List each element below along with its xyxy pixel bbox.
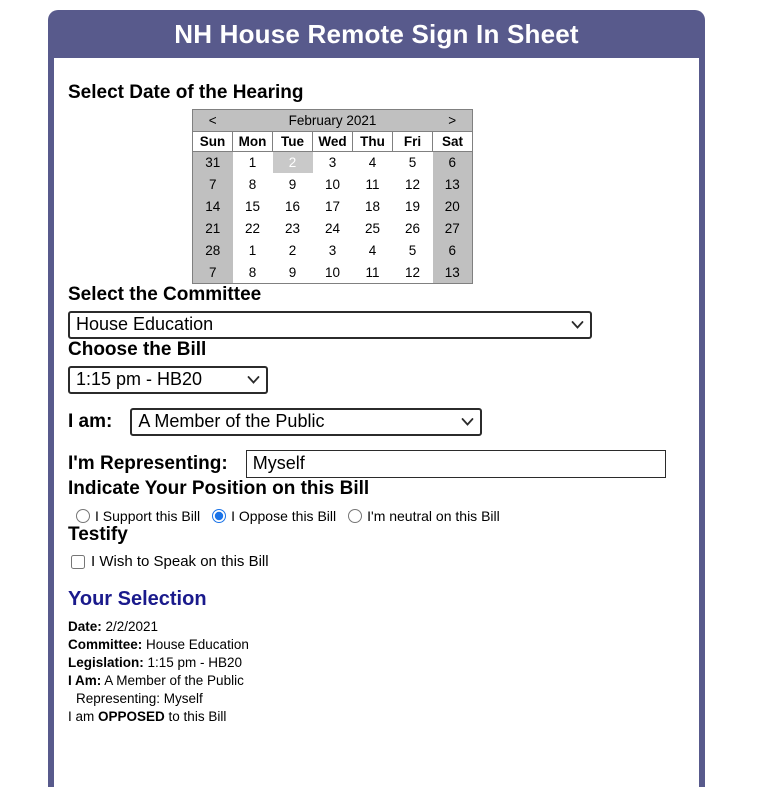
calendar-day[interactable]: 25 <box>364 220 381 236</box>
calendar-day[interactable]: 26 <box>404 220 421 236</box>
calendar-day[interactable]: 2 <box>273 151 313 173</box>
calendar-day[interactable]: 31 <box>193 151 233 173</box>
calendar-day[interactable]: 18 <box>364 198 381 214</box>
position-option-label: I Oppose this Bill <box>231 508 337 525</box>
position-radio[interactable] <box>348 509 362 523</box>
calendar-week-row <box>193 239 473 261</box>
calendar-day[interactable]: 24 <box>324 220 341 236</box>
summary-position-line <box>68 708 685 726</box>
calendar-day[interactable]: 15 <box>244 198 261 214</box>
calendar-day[interactable]: 10 <box>324 176 341 192</box>
calendar-day[interactable]: 27 <box>433 217 473 239</box>
form-content <box>48 58 705 787</box>
calendar-day-header: Sun <box>193 131 233 151</box>
committee-select[interactable] <box>68 311 592 339</box>
testify-checkbox[interactable] <box>71 555 85 569</box>
calendar-day[interactable]: 13 <box>433 173 473 195</box>
calendar-day[interactable]: 4 <box>368 242 377 258</box>
summary-representing-line: Representing: Myself <box>76 691 203 707</box>
calendar-day[interactable]: 12 <box>404 176 421 192</box>
position-bold: OPPOSED <box>98 709 165 725</box>
position-option-label: I'm neutral on this Bill <box>367 508 500 525</box>
position-option[interactable] <box>212 508 336 524</box>
page-header <box>48 10 705 58</box>
calendar-day[interactable]: 16 <box>284 198 301 214</box>
summary-row: Date: 2/2/2021 <box>68 619 159 635</box>
calendar-week-row <box>193 261 473 283</box>
calendar-day[interactable]: 5 <box>408 242 417 258</box>
representing-input[interactable] <box>246 450 666 478</box>
calendar-day[interactable]: 8 <box>248 176 257 192</box>
position-option[interactable] <box>348 508 500 524</box>
summary-row: Legislation: 1:15 pm - HB20 <box>68 655 243 671</box>
calendar-day[interactable]: 11 <box>365 264 380 280</box>
position-section-heading: Indicate Your Position on this Bill <box>68 477 370 499</box>
calendar-next-month-button[interactable]: > <box>433 109 473 131</box>
calendar-day[interactable]: 23 <box>284 220 301 236</box>
position-option-label: I Support this Bill <box>95 508 201 525</box>
testify-check-row <box>71 553 685 570</box>
calendar-day[interactable]: 7 <box>193 173 233 195</box>
calendar-week-row <box>193 217 473 239</box>
calendar-day-header-row <box>193 131 473 151</box>
bill-section-heading: Choose the Bill <box>68 338 207 360</box>
iam-row <box>68 408 685 436</box>
calendar-day-header: Mon <box>233 131 273 151</box>
bill-select-wrap <box>68 366 268 394</box>
summary-row: Committee: House Education <box>68 637 249 653</box>
calendar-day[interactable]: 28 <box>193 239 233 261</box>
calendar-day[interactable]: 4 <box>368 155 377 171</box>
position-suffix: to this Bill <box>164 709 227 725</box>
calendar-day[interactable]: 1 <box>248 155 257 171</box>
calendar-day[interactable]: 2 <box>288 242 297 258</box>
calendar-day[interactable]: 17 <box>324 198 341 214</box>
date-section-heading: Select Date of the Hearing <box>68 82 304 103</box>
calendar-prev-month-button[interactable]: < <box>193 109 233 131</box>
representing-row <box>68 450 685 478</box>
calendar-day[interactable]: 20 <box>433 195 473 217</box>
calendar-day[interactable]: 14 <box>193 195 233 217</box>
your-selection-heading: Your Selection <box>68 588 207 611</box>
committee-select-wrap <box>68 311 592 339</box>
hearing-date-calendar <box>192 109 473 284</box>
calendar-week-row <box>193 173 473 195</box>
iam-select[interactable] <box>130 408 482 436</box>
calendar-week-row <box>193 195 473 217</box>
calendar-day[interactable]: 12 <box>404 264 421 280</box>
position-radio[interactable] <box>212 509 226 523</box>
calendar-day[interactable]: 10 <box>324 264 341 280</box>
iam-select-wrap <box>130 408 482 436</box>
calendar-month-title: February 2021 <box>233 109 433 131</box>
calendar-day[interactable]: 11 <box>365 176 380 192</box>
bill-select[interactable] <box>68 366 268 394</box>
calendar-day-header: Fri <box>393 131 433 151</box>
calendar-day-header: Sat <box>433 131 473 151</box>
calendar-day[interactable]: 22 <box>244 220 261 236</box>
position-option[interactable] <box>76 508 200 524</box>
representing-label: I'm Representing: <box>68 452 228 474</box>
calendar-day[interactable]: 6 <box>433 239 473 261</box>
calendar-day[interactable]: 6 <box>433 151 473 173</box>
calendar-day[interactable]: 19 <box>404 198 421 214</box>
position-radio[interactable] <box>76 509 90 523</box>
calendar-day-header: Thu <box>353 131 393 151</box>
calendar-day[interactable]: 21 <box>193 217 233 239</box>
calendar-day[interactable]: 9 <box>288 264 297 280</box>
calendar-day[interactable]: 9 <box>288 176 297 192</box>
calendar-day[interactable]: 5 <box>408 155 417 171</box>
calendar-day[interactable]: 3 <box>328 155 337 171</box>
testify-checkbox-label: I Wish to Speak on this Bill <box>91 553 269 571</box>
calendar-day[interactable]: 7 <box>193 261 233 283</box>
sign-in-sheet-page <box>48 10 705 787</box>
calendar-day[interactable]: 1 <box>248 242 257 258</box>
calendar-week-row <box>193 151 473 173</box>
position-prefix: I am <box>68 709 99 725</box>
page-title: NH House Remote Sign In Sheet <box>174 18 579 49</box>
summary-row: I Am: A Member of the Public <box>68 673 244 689</box>
summary-rows <box>68 618 685 690</box>
committee-section-heading: Select the Committee <box>68 283 262 305</box>
iam-label: I am: <box>68 410 113 432</box>
calendar-day-header: Wed <box>313 131 353 151</box>
calendar-day[interactable]: 13 <box>433 261 473 283</box>
testify-section-heading: Testify <box>68 524 128 546</box>
calendar-day[interactable]: 3 <box>328 242 337 258</box>
calendar-day-header: Tue <box>273 131 313 151</box>
position-radio-group <box>76 508 685 524</box>
calendar-nav-row <box>193 109 473 131</box>
calendar-day[interactable]: 8 <box>248 264 257 280</box>
